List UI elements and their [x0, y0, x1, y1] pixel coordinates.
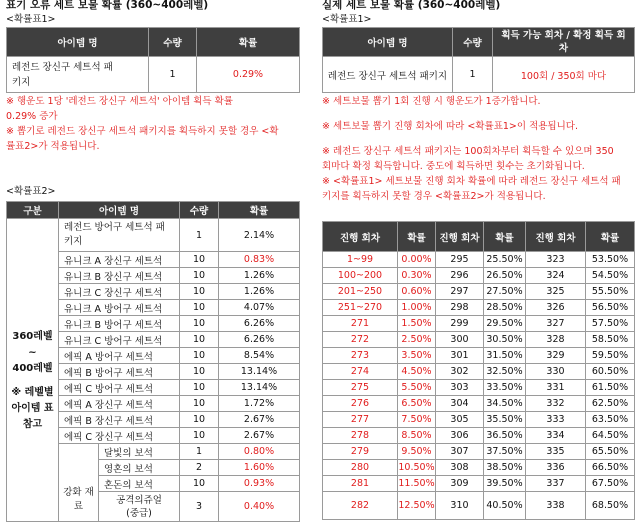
item-qty: 10: [180, 428, 219, 444]
prob-cell: 54.50%: [586, 268, 635, 284]
prob-cell: 0.60%: [398, 284, 436, 300]
header-prob: 확률: [197, 28, 300, 57]
prob-cell: 57.50%: [586, 316, 635, 332]
header-round-line1: 획득 가능 회차 / 확정 획득 회: [501, 30, 626, 41]
item-name: 유니크 B 장신구 세트석: [59, 268, 180, 284]
sub-group-cell: 강화 재료: [59, 444, 99, 522]
item-prob: 1.26%: [219, 268, 300, 284]
prob-cell: 8.50%: [398, 428, 436, 444]
item-qty: 10: [180, 412, 219, 428]
prob-cell: 68.50%: [586, 492, 635, 520]
item-prob: 2.67%: [219, 412, 300, 428]
item-name-line1: 레전드 장신구 세트석 패: [12, 61, 113, 73]
table-row: [323, 316, 635, 332]
header-item-name: 아이템 명: [7, 28, 149, 57]
prob-cell: 11.50%: [398, 476, 436, 492]
item-prob: 0.83%: [219, 252, 300, 268]
level-group-cell: [7, 219, 59, 522]
item-qty: 10: [180, 284, 219, 300]
item-prob: 8.54%: [219, 348, 300, 364]
group-line: ※ 레벨별: [11, 387, 54, 398]
item-prob: 1.72%: [219, 396, 300, 412]
item-prob: 0.80%: [219, 444, 300, 460]
header-prob: 확률: [484, 222, 526, 252]
round-cell: 201~250: [323, 284, 398, 300]
prob-cell: 1.00%: [398, 300, 436, 316]
item-qty: 2: [180, 460, 219, 476]
header-qty: 수량: [453, 28, 493, 57]
round-cell: 338: [526, 492, 586, 520]
item-qty: 1: [180, 444, 219, 460]
round-probability-table: [322, 221, 635, 520]
round-cell: 296: [436, 268, 484, 284]
header-item-name: 아이템 명: [323, 28, 453, 57]
prob-cell: 67.50%: [586, 476, 635, 492]
prob-cell: 9.50%: [398, 444, 436, 460]
note-line: 키지를 획득하지 못할 경우 <확률표2>가 적용됩니다.: [322, 191, 546, 202]
round-cell: 332: [526, 396, 586, 412]
table-row: [59, 219, 180, 252]
item-name: 혼돈의 보석: [99, 476, 180, 492]
item-prob: 2.67%: [219, 428, 300, 444]
item-prob: 0.40%: [219, 492, 300, 522]
header-round: 진행 회차: [526, 222, 586, 252]
table-row: [323, 396, 635, 412]
round-cell: 100~200: [323, 268, 398, 284]
item-prob: 2.14%: [219, 219, 300, 252]
round-cell: 325: [526, 284, 586, 300]
group-line: 참고: [22, 419, 43, 430]
item-name: 유니크 A 장신구 세트석: [59, 252, 180, 268]
item-prob: 0.29%: [197, 57, 300, 93]
prob-cell: 58.50%: [586, 332, 635, 348]
round-cell: 330: [526, 364, 586, 380]
prob-cell: 65.50%: [586, 444, 635, 460]
table-row: [323, 300, 635, 316]
left-table1-label: <확률표1>: [6, 14, 56, 25]
prob-cell: 0.30%: [398, 268, 436, 284]
item-prob: 13.14%: [219, 380, 300, 396]
round-cell: 305: [436, 412, 484, 428]
item-prob: 1.26%: [219, 284, 300, 300]
prob-cell: 40.50%: [484, 492, 526, 520]
round-cell: 307: [436, 444, 484, 460]
table-row: [323, 284, 635, 300]
item-name: 유니크 B 방어구 세트석: [59, 316, 180, 332]
item-qty: 10: [180, 396, 219, 412]
header-round: 진행 회차: [436, 222, 484, 252]
item-name: 에픽 C 장신구 세트석: [59, 428, 180, 444]
item-qty: 3: [180, 492, 219, 522]
round-cell: 275: [323, 380, 398, 396]
round-cell: 281: [323, 476, 398, 492]
group-line: 360레벨: [12, 331, 53, 342]
note-line: ※ 세트보물 뽑기 진행 회차에 따라 <확률표1>이 적용됩니다.: [322, 121, 578, 132]
left-notes: [6, 94, 302, 154]
round-cell: 303: [436, 380, 484, 396]
round-cell: 295: [436, 252, 484, 268]
prob-cell: 5.50%: [398, 380, 436, 396]
left-probability-table-1: [6, 27, 300, 93]
table-row: [323, 444, 635, 460]
prob-cell: 63.50%: [586, 412, 635, 428]
item-qty: 10: [180, 252, 219, 268]
table-row: [323, 380, 635, 396]
prob-cell: 28.50%: [484, 300, 526, 316]
header-item-name: 아이템 명: [59, 202, 180, 219]
right-notes: [322, 94, 640, 204]
item-qty: 10: [180, 380, 219, 396]
prob-cell: 0.00%: [398, 252, 436, 268]
round-cell: 298: [436, 300, 484, 316]
prob-cell: 1.50%: [398, 316, 436, 332]
round-cell: 251~270: [323, 300, 398, 316]
note-line: 0.29% 증가: [6, 111, 58, 122]
item-qty: 10: [180, 332, 219, 348]
table-row: [323, 476, 635, 492]
prob-cell: 36.50%: [484, 428, 526, 444]
item-name: (중급): [126, 507, 152, 519]
table-row: [323, 460, 635, 476]
round-cell: 280: [323, 460, 398, 476]
note-line: 회마다 확정 획득합니다. 중도에 획득하면 횟수는 초기화됩니다.: [322, 161, 585, 172]
table-row: [323, 268, 635, 284]
item-name: 에픽 A 장신구 세트석: [59, 396, 180, 412]
header-qty: 수량: [180, 202, 219, 219]
round-cell: 308: [436, 460, 484, 476]
prob-cell: 39.50%: [484, 476, 526, 492]
item-qty: 10: [180, 316, 219, 332]
round-cell: 271: [323, 316, 398, 332]
prob-cell: 2.50%: [398, 332, 436, 348]
prob-cell: 34.50%: [484, 396, 526, 412]
item-qty: 10: [180, 348, 219, 364]
note-line: ※ 레전드 장신구 세트석 패키지는 100회차부터 획득할 수 있으며 350: [322, 146, 614, 157]
item-name: 유니크 C 방어구 세트석: [59, 332, 180, 348]
prob-cell: 29.50%: [484, 316, 526, 332]
round-cell: 337: [526, 476, 586, 492]
prob-cell: 35.50%: [484, 412, 526, 428]
table-row: [323, 252, 635, 268]
round-cell: 327: [526, 316, 586, 332]
left-title: 표기 오류 세트 보물 확률 (360~400레벨): [6, 0, 209, 11]
prob-cell: 31.50%: [484, 348, 526, 364]
item-prob: 0.93%: [219, 476, 300, 492]
prob-cell: 12.50%: [398, 492, 436, 520]
prob-cell: 26.50%: [484, 268, 526, 284]
prob-cell: 30.50%: [484, 332, 526, 348]
table-row: [323, 412, 635, 428]
item-name: 레전드 장신구 세트석 패키지: [323, 57, 453, 93]
group-line: [7, 377, 58, 385]
item-name: 달빛의 보석: [99, 444, 180, 460]
item-name-line2: 키지: [12, 76, 31, 88]
round-cell: 301: [436, 348, 484, 364]
note-line: ※ 세트보물 뽑기 1회 진행 시 행운도가 1증가합니다.: [322, 96, 541, 107]
group-line: 아이템 표: [11, 403, 54, 414]
left-probability-table-2: [6, 201, 300, 522]
round-cell: 336: [526, 460, 586, 476]
item-name: 공격의쥬얼: [116, 494, 162, 506]
prob-cell: 32.50%: [484, 364, 526, 380]
round-cell: 335: [526, 444, 586, 460]
item-prob: 13.14%: [219, 364, 300, 380]
round-cell: 1~99: [323, 252, 398, 268]
right-table1-label: <확률표1>: [322, 14, 372, 25]
prob-cell: 62.50%: [586, 396, 635, 412]
prob-cell: 10.50%: [398, 460, 436, 476]
item-name: 에픽 A 방어구 세트석: [59, 348, 180, 364]
table-row: [323, 348, 635, 364]
note-line: ※ 행운도 1당 '레전드 장신구 세트석' 아이템 획득 확률: [6, 96, 233, 107]
item-prob: 6.26%: [219, 332, 300, 348]
round-cell: 328: [526, 332, 586, 348]
table-row: [323, 364, 635, 380]
prob-cell: 61.50%: [586, 380, 635, 396]
item-name: 영혼의 보석: [99, 460, 180, 476]
round-cell: 310: [436, 492, 484, 520]
group-line: ~: [28, 347, 37, 358]
round-cell: 276: [323, 396, 398, 412]
round-cell: 333: [526, 412, 586, 428]
prob-cell: 38.50%: [484, 460, 526, 476]
item-name: 에픽 C 방어구 세트석: [59, 380, 180, 396]
item-qty: 1: [453, 57, 493, 93]
table-row: [323, 428, 635, 444]
item-name: 유니크 C 장신구 세트석: [59, 284, 180, 300]
header-prob: 확률: [398, 222, 436, 252]
prob-cell: 27.50%: [484, 284, 526, 300]
header-round-line2: 차: [558, 43, 569, 54]
prob-cell: 53.50%: [586, 252, 635, 268]
prob-cell: 6.50%: [398, 396, 436, 412]
round-cell: 279: [323, 444, 398, 460]
item-qty: 10: [180, 364, 219, 380]
item-round-value: 100회 / 350회 마다: [493, 57, 635, 93]
prob-cell: 64.50%: [586, 428, 635, 444]
item-name: 키지: [64, 236, 83, 247]
item-name: 레전드 방어구 세트석 패: [64, 222, 165, 233]
right-probability-table-1: [322, 27, 635, 93]
item-name: 에픽 B 장신구 세트석: [59, 412, 180, 428]
prob-cell: 7.50%: [398, 412, 436, 428]
round-cell: 300: [436, 332, 484, 348]
prob-cell: 37.50%: [484, 444, 526, 460]
round-cell: 326: [526, 300, 586, 316]
round-cell: 304: [436, 396, 484, 412]
note-line: ※ <확률표1> 세트보물 진행 회차 확률에 따라 레전드 장신구 세트석 패: [322, 176, 621, 187]
round-cell: 302: [436, 364, 484, 380]
round-cell: 309: [436, 476, 484, 492]
prob-cell: 60.50%: [586, 364, 635, 380]
round-cell: 278: [323, 428, 398, 444]
item-qty: 10: [180, 268, 219, 284]
round-cell: 306: [436, 428, 484, 444]
round-cell: 324: [526, 268, 586, 284]
round-cell: 277: [323, 412, 398, 428]
round-cell: 274: [323, 364, 398, 380]
note-line: ※ 뽑기로 레전드 장신구 세트석 패키지를 획득하지 못할 경우 <확: [6, 126, 279, 137]
item-name: 에픽 B 방어구 세트석: [59, 364, 180, 380]
prob-cell: 3.50%: [398, 348, 436, 364]
right-title: 실제 세트 보물 확률 (360~400레벨): [322, 0, 501, 11]
item-prob: 4.07%: [219, 300, 300, 316]
item-name-cell: [7, 57, 149, 93]
item-prob: 1.60%: [219, 460, 300, 476]
prob-cell: 4.50%: [398, 364, 436, 380]
group-line: 400레벨: [12, 363, 53, 374]
header-prob: 확률: [586, 222, 635, 252]
round-cell: 329: [526, 348, 586, 364]
note-line: 률표2>가 적용됩니다.: [6, 141, 100, 152]
round-cell: 331: [526, 380, 586, 396]
table-row: [323, 332, 635, 348]
round-cell: 273: [323, 348, 398, 364]
round-cell: 299: [436, 316, 484, 332]
round-cell: 323: [526, 252, 586, 268]
item-qty: 10: [180, 476, 219, 492]
table-row: [323, 492, 635, 520]
prob-cell: 59.50%: [586, 348, 635, 364]
round-cell: 282: [323, 492, 398, 520]
header-category: 구분: [7, 202, 59, 219]
item-name-cell: [99, 492, 180, 522]
item-prob: 6.26%: [219, 316, 300, 332]
prob-cell: 55.50%: [586, 284, 635, 300]
left-table2-label: <확률표2>: [6, 186, 56, 197]
header-round: [493, 28, 635, 57]
header-round: 진행 회차: [323, 222, 398, 252]
prob-cell: 56.50%: [586, 300, 635, 316]
round-cell: 334: [526, 428, 586, 444]
item-qty: 10: [180, 300, 219, 316]
round-cell: 272: [323, 332, 398, 348]
round-cell: 297: [436, 284, 484, 300]
prob-cell: 66.50%: [586, 460, 635, 476]
item-name: 유니크 A 방어구 세트석: [59, 300, 180, 316]
item-qty: 1: [180, 219, 219, 252]
prob-cell: 33.50%: [484, 380, 526, 396]
header-qty: 수량: [149, 28, 197, 57]
header-prob: 확률: [219, 202, 300, 219]
prob-cell: 25.50%: [484, 252, 526, 268]
item-qty: 1: [149, 57, 197, 93]
